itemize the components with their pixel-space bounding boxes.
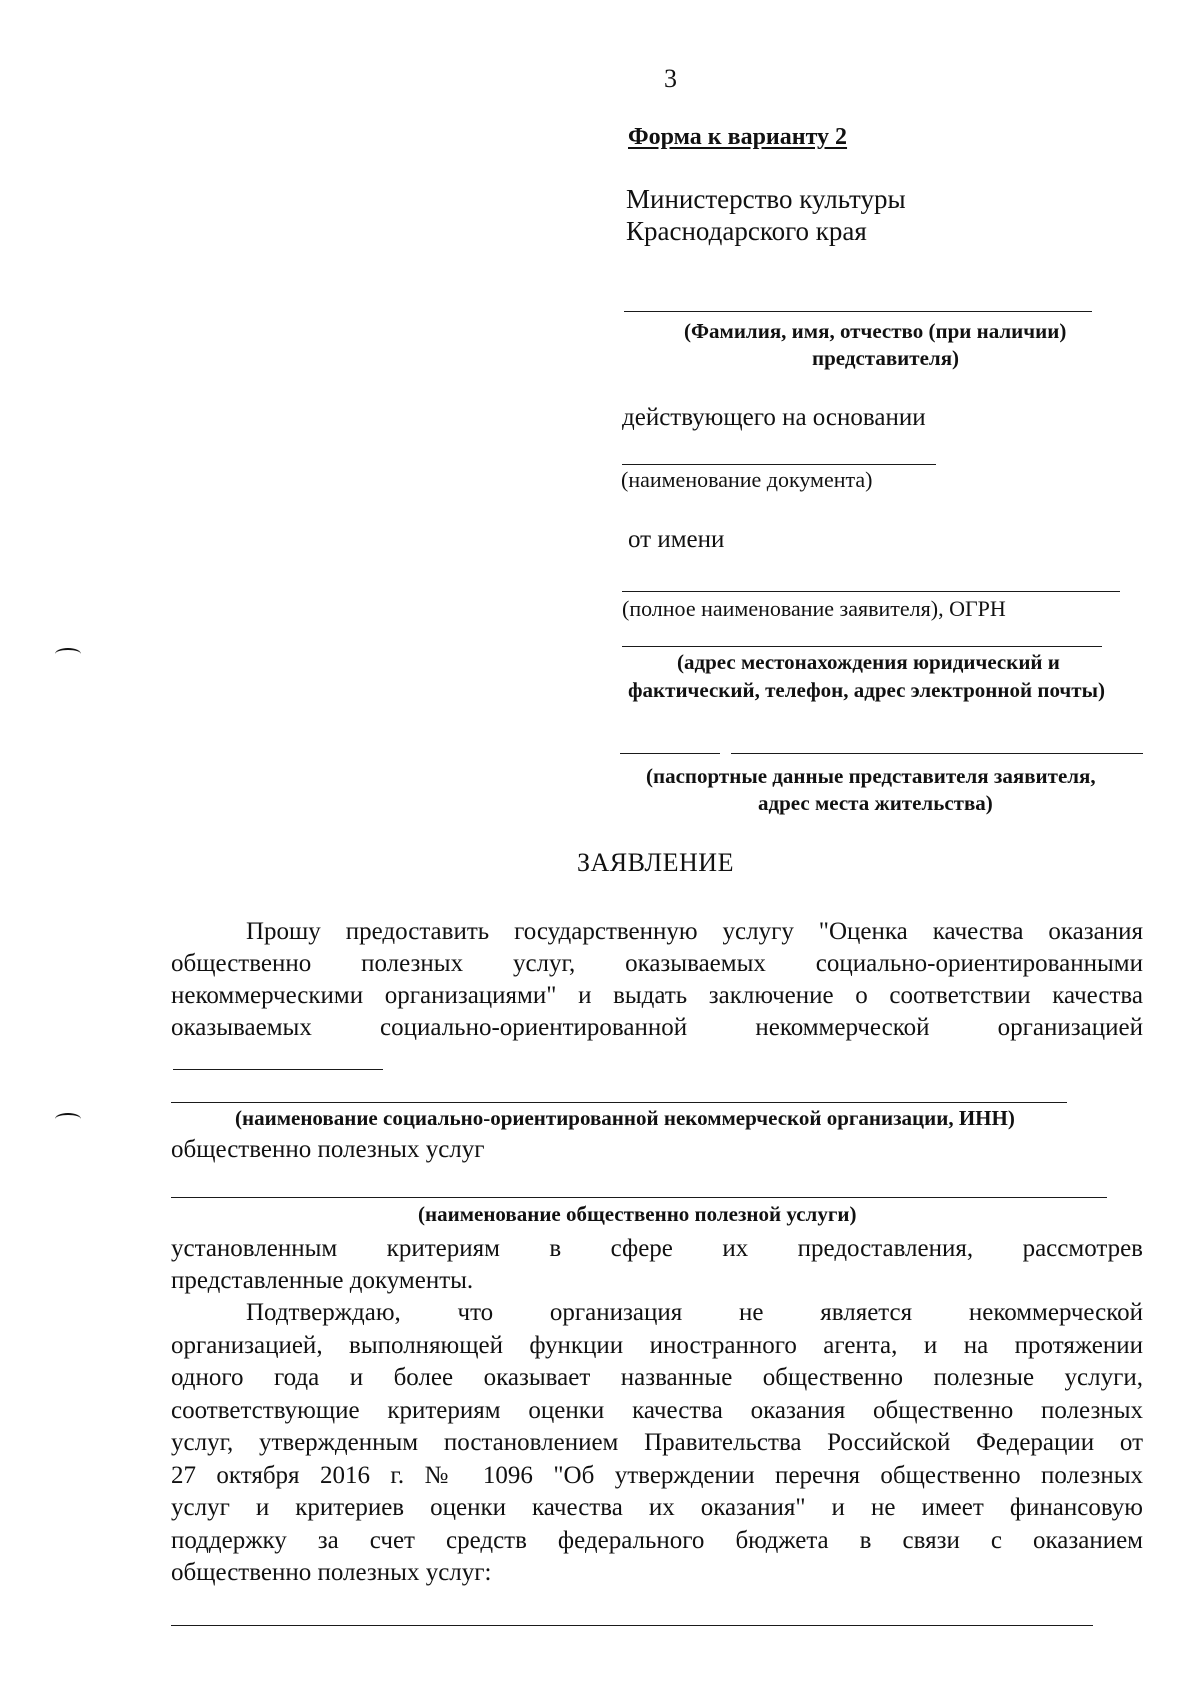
statement-para-2-line-1: установленным критериям в сфере их предоставления, рассмотрев: [171, 1235, 1143, 1262]
statement-para-2-line-2: представленные документы.: [171, 1267, 474, 1294]
address-caption-line-2: фактический, телефон, адрес электронной почты): [628, 678, 1105, 702]
statement-para-1-line-2: общественно полезных услуг, оказываемых социально-ориентированными: [171, 950, 1143, 977]
statement-para-3-line-6: 27 октября 2016 г. № 1096 "Об утверждении перечня общественно полезных: [171, 1462, 1143, 1489]
services-fill-line: [171, 1625, 1093, 1626]
applicant-caption: (полное наименование заявителя), ОГРН: [622, 596, 1006, 621]
statement-para-3-line-8: поддержку за счет средств федерального бюджета в связи с оказанием: [171, 1527, 1143, 1554]
margin-mark: [55, 1113, 81, 1125]
passport-caption-line-2: адрес места жительства): [758, 791, 993, 815]
org-caption: (наименование социально-ориентированной некоммерческой организации, ИНН): [235, 1106, 1015, 1130]
representative-caption-line-1: (Фамилия, имя, отчество (при наличии): [684, 319, 1067, 343]
statement-para-1-line-3: некоммерческими организациями" и выдать заключение о соответствии качества: [171, 982, 1143, 1009]
addressee-line-1: Министерство культуры: [626, 184, 906, 214]
address-line: [622, 646, 1102, 647]
acting-basis-label: действующего на основании: [622, 404, 926, 431]
representative-name-line: [624, 311, 1092, 312]
statement-para-3-line-9: общественно полезных услуг:: [171, 1559, 492, 1586]
document-line: [622, 464, 936, 465]
statement-para-1-line-4: оказываемых социально-ориентированной некоммерческой организацией: [171, 1014, 1143, 1041]
statement-para-3-line-2: организацией, выполняющей функции иностранного агента, и на протяжении: [171, 1332, 1143, 1359]
document-caption: (наименование документа): [621, 467, 873, 492]
service-caption: (наименование общественно полезной услуги): [418, 1202, 857, 1226]
passport-line-part-1: [620, 753, 720, 754]
passport-caption-line-1: (паспортные данные представителя заявителя,: [646, 764, 1096, 788]
on-behalf-label: от имени: [628, 526, 725, 553]
services-label: общественно полезных услуг: [171, 1136, 485, 1163]
address-caption-line-1: (адрес местонахождения юридический и: [677, 650, 1060, 674]
org-name-line: [171, 1102, 1067, 1103]
statement-title: ЗАЯВЛЕНИЕ: [577, 848, 734, 877]
page-number: 3: [664, 64, 677, 93]
org-short-line: [173, 1069, 383, 1070]
addressee-line-2: Краснодарского края: [626, 216, 867, 246]
statement-para-3-line-1: Подтверждаю, что организация не является некоммерческой: [246, 1299, 1143, 1326]
service-name-line: [171, 1197, 1107, 1198]
representative-caption-line-2: представителя): [812, 346, 960, 370]
statement-para-1-line-1: Прошу предоставить государственную услугу "Оценка качества оказания: [246, 918, 1143, 945]
applicant-line: [622, 591, 1120, 592]
form-title: Форма к варианту 2: [628, 124, 848, 150]
statement-para-3-line-7: услуг и критериев оценки качества их оказания" и не имеет финансовую: [171, 1494, 1143, 1521]
passport-line-part-2: [731, 753, 1143, 754]
statement-para-3-line-5: услуг, утвержденным постановлением Правительства Российской Федерации от: [171, 1429, 1143, 1456]
statement-para-3-line-4: соответствующие критериям оценки качества оказания общественно полезных: [171, 1397, 1143, 1424]
statement-para-3-line-3: одного года и более оказывает названные общественно полезные услуги,: [171, 1364, 1143, 1391]
margin-mark: [55, 648, 81, 660]
